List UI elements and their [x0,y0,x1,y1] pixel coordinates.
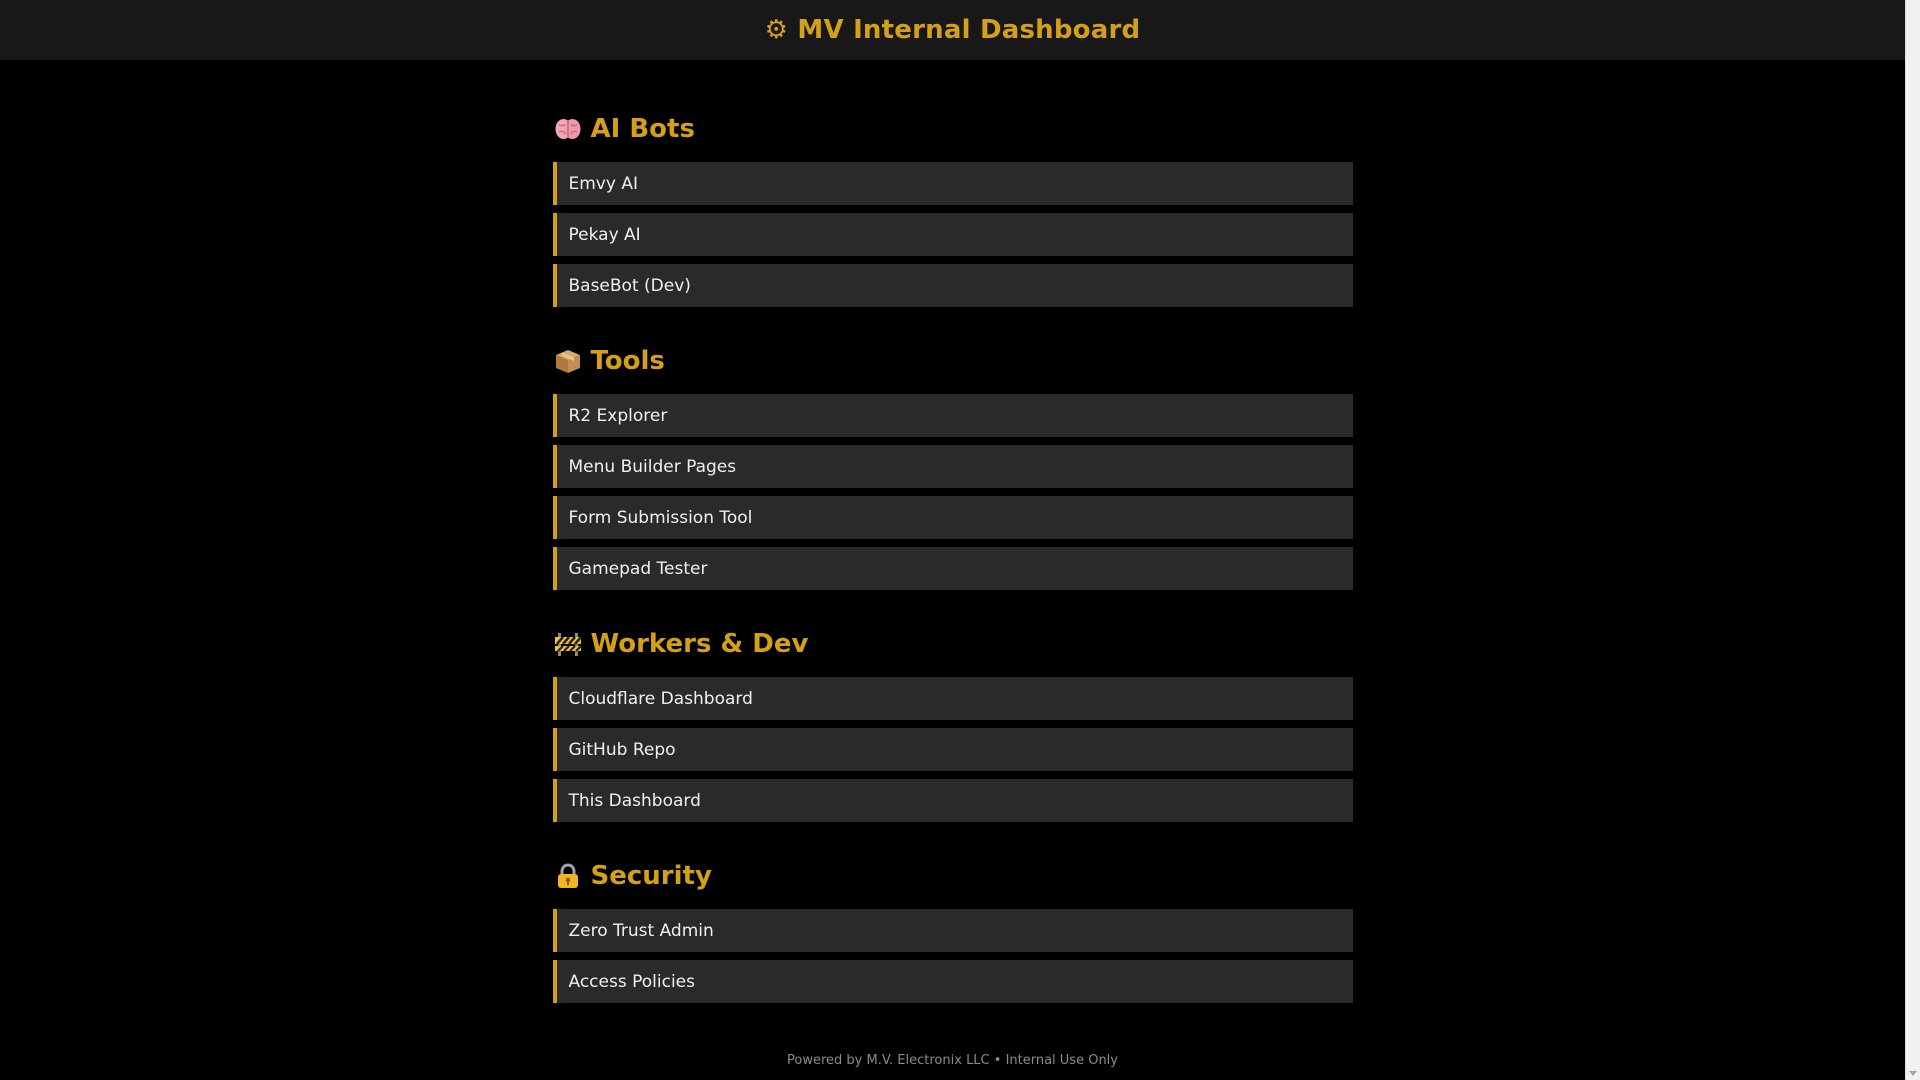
link-pekay-ai[interactable]: Pekay AI [553,213,1353,256]
page-title: ⚙ MV Internal Dashboard [764,15,1141,45]
section-title: AI Bots [590,114,695,144]
link-zero-trust-admin[interactable]: Zero Trust Admin [553,909,1353,952]
section-header [553,858,1353,894]
vertical-scrollbar[interactable] [1905,0,1920,1080]
section-header [553,343,1353,379]
section-title: Tools [590,346,665,376]
footer: Powered by M.V. Electronix LLC • Internal Use Only [787,1053,1118,1068]
link-this-dashboard[interactable]: This Dashboard [553,779,1353,822]
top-bar [0,0,1905,60]
section-security [553,858,1353,1003]
link-r2-explorer[interactable]: R2 Explorer [553,394,1353,437]
link-basebot-dev[interactable]: BaseBot (Dev) [553,264,1353,307]
link-github-repo[interactable]: GitHub Repo [553,728,1353,771]
section-header [553,111,1353,147]
link-list [553,162,1353,307]
link-emvy-ai[interactable]: Emvy AI [553,162,1353,205]
link-cloudflare-dashboard[interactable]: Cloudflare Dashboard [553,677,1353,720]
link-menu-builder-pages[interactable]: Menu Builder Pages [553,445,1353,488]
section-title: Security [590,861,712,891]
section-tools [553,343,1353,590]
scroll-down-icon[interactable] [1909,1071,1917,1076]
lock-icon [553,861,583,891]
dashboard-main [553,60,1353,1068]
link-form-submission-tool[interactable]: Form Submission Tool [553,496,1353,539]
link-access-policies[interactable]: Access Policies [553,960,1353,1003]
link-list [553,677,1353,822]
link-list [553,909,1353,1003]
section-header [553,626,1353,662]
construction-icon [553,629,583,659]
section-ai-bots [553,111,1353,307]
brain-icon [553,114,583,144]
section-workers-dev [553,626,1353,822]
link-list [553,394,1353,590]
link-gamepad-tester[interactable]: Gamepad Tester [553,547,1353,590]
section-title: Workers & Dev [590,629,809,659]
package-icon [553,346,583,376]
